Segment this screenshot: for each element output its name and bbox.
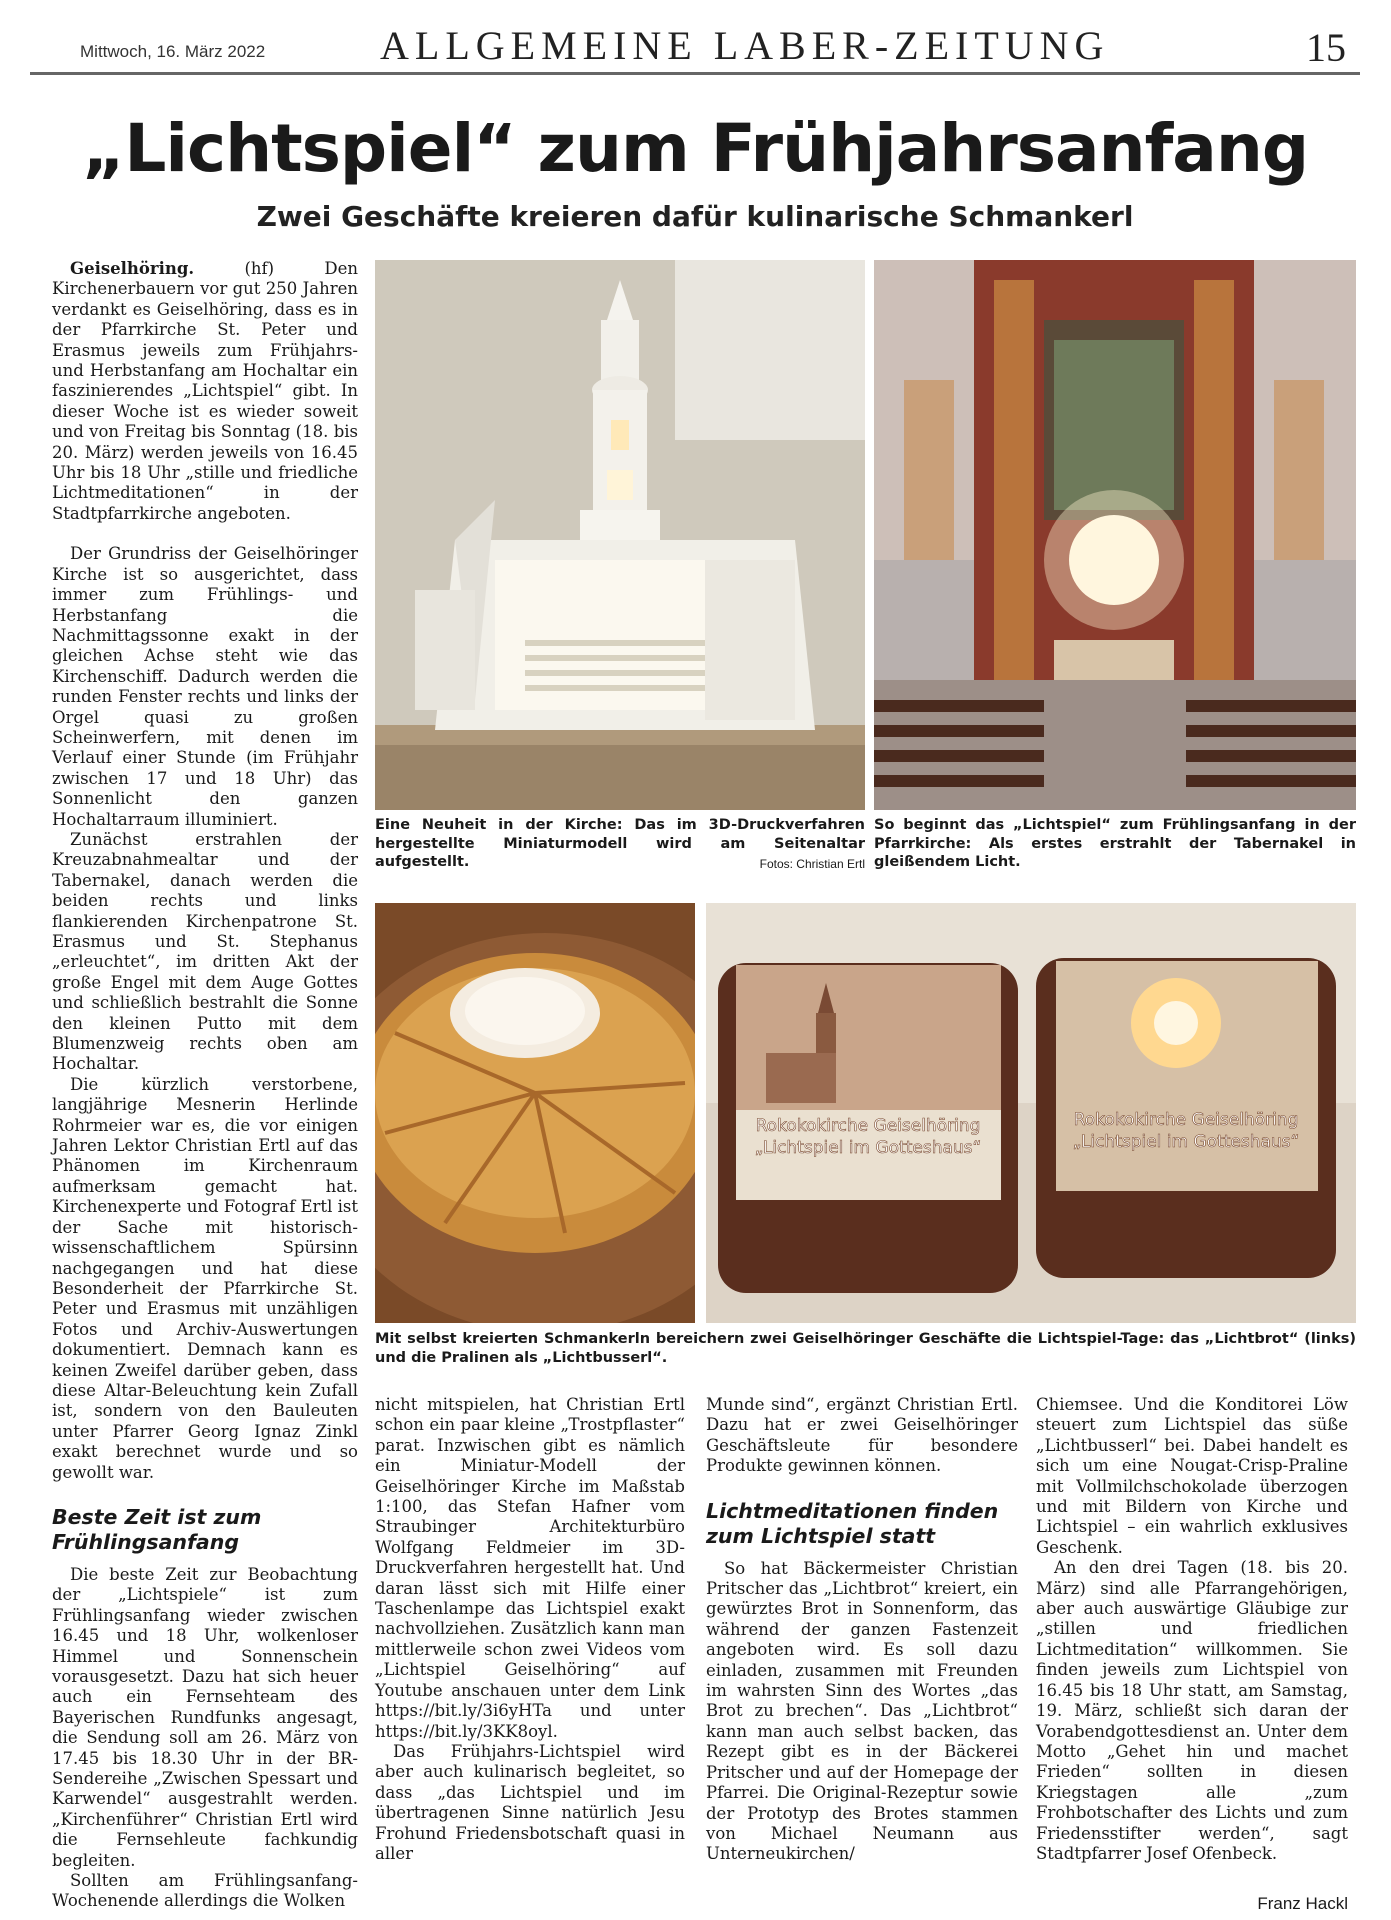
subheadline: Zwei Geschäfte kreieren dafür kulinarische Schmankerl	[256, 200, 1134, 233]
paragraph-text: (hf) Den Kirchenerbauern vor gut 250 Jahren verdankt es Geiselhöring, dass es in der Pfarrkirche St. Peter und Erasmus jeweils zum Frühjahrs- und Herbstanfang am Hochaltar ein faszinierendes „Lichtspiel“ gibt. In dieser Woche ist es wieder soweit und von Freitag bis Sonntag (18. bis 20. März) werden jeweils von 16.45 Uhr bis 18 Uhr „stille und friedliche Lichtmeditationen“ in der Stadtpfarrkirche angeboten.	[52, 259, 358, 523]
headline: „Lichtspiel“ zum Frühjahrsanfang	[81, 110, 1309, 187]
dateline: Geiselhöring.	[70, 259, 195, 278]
church-model-drawing	[375, 260, 865, 810]
paragraph: So hat Bäckermeister Christian Pritscher das „Lichtbrot“ kreiert, ein gewürztes Brot in Sonnenform, das während der ganzen Fastenzeit angeboten wird. Es soll dazu einladen, zusammen mit Freunden im wahrsten Sinn des Wortes „das Brot zu brechen“. Das „Lichtbrot“ kann man auch selbst backen, das Rezept gibt es in der Bäckerei Pritscher und auf der Homepage der Pfarrei. Die Original-Rezeptur sowie der Prototyp des Brotes stammen von Michael Neumann aus Unterneukirchen/	[706, 1558, 1018, 1864]
paragraph: Munde sind“, ergänzt Christian Ertl. Dazu hat er zwei Geiselhöringer Geschäftsleute für besondere Produkte gewinnen können.	[706, 1395, 1018, 1476]
praline-left-line1: Rokokokirche Geiselhöring	[755, 1116, 981, 1136]
paragraph: Die beste Zeit zur Beobachtung der „Lichtspiele“ ist zum Frühlingsanfang wieder zwischen 16.45 und 18 Uhr, wolkenloser Himmel und Sonnenschein vorausgesetzt. Dazu hat sich heuer auch ein Fernsehteam des Bayerischen Rundfunks angesagt, die Sendung soll am 26. März von 17.45 bis 18.30 Uhr in der BR-Sendereihe „Zwischen Spessart und Karwendel“ ausgestrahlt werden. „Kirchenführer“ Christian Ertl wird die Fernsehleute fachkundig begleiten.	[52, 1564, 358, 1870]
praline-left-line2: „Lichtspiel im Gotteshaus“	[754, 1138, 982, 1158]
praline-right-line1: Rokokokirche Geiselhöring	[1073, 1110, 1299, 1130]
article-column-2	[375, 1395, 685, 1864]
header-rule	[30, 72, 1360, 75]
article-column-4	[1036, 1395, 1348, 1915]
caption-model-text: Eine Neuheit in der Kirche: Das im 3D-Druckverfahren hergestellte Miniaturmodell wird am Seitenaltar aufgestellt.	[375, 817, 865, 870]
bread-drawing	[375, 903, 695, 1323]
pralines-drawing	[706, 903, 1356, 1323]
article-column-3	[706, 1395, 1018, 1865]
subheading: Lichtmeditationen finden zum Lichtspiel statt	[706, 1498, 999, 1548]
paragraph: nicht mitspielen, hat Christian Ertl schon ein paar kleine „Trostpflaster“ parat. Inzwischen gibt es nämlich ein Miniatur-Modell der Geiselhöringer Kirche im Maßstab 1:100, das Stefan Hafner vom Straubinger Architekturbüro Wolfgang Feldmeier im 3D-Druckverfahren hergestellt hat. Und daran lässt sich mit Hilfe einer Taschenlampe das Lichtspiel exakt nachvollziehen. Zusätzlich kann man mittlerweile schon zwei Videos vom „Lichtspiel Geiselhöring“ auf Youtube anschauen unter dem Link https://bit.ly/3i6yHTa und unter https://bit.ly/3KK8oyl.	[375, 1395, 685, 1741]
photo-high-altar	[874, 260, 1356, 810]
photo-lichtbrot	[375, 903, 695, 1323]
photo-lichtbusserl	[706, 903, 1356, 1323]
paragraph: Zunächst erstrahlen der Kreuzabnahmealtar und der Tabernakel, danach werden die beiden rechts und links flankierenden Kirchenpatrone St. Erasmus und St. Stephanus „erleuchtet“, im dritten Akt der große Engel mit dem Auge Gottes und schließlich bestrahlt die Sonne den kleinen Putto mit dem Blumenzweig rechts oben am Hochaltar.	[52, 829, 358, 1074]
paragraph: Der Grundriss der Geiselhöringer Kirche ist so ausgerichtet, dass immer zum Frühlings- und Herbstanfang die Nachmittagssonne exakt in der gleichen Achse steht wie das Kirchenschiff. Dadurch werden die runden Fenster rechts und links der Orgel quasi zu großen Scheinwerfern, mit denen im Verlauf einer Stunde (im Frühjahr zwischen 17 und 18 Uhr) das Sonnenlicht den ganzen Hochaltarraum illuminiert.	[52, 544, 358, 829]
paragraph	[52, 259, 358, 524]
photo-credit: Fotos: Christian Ertl	[759, 857, 865, 871]
praline-right-line2: „Lichtspiel im Gotteshaus“	[1072, 1132, 1300, 1152]
caption-food: Mit selbst kreierten Schmankerln bereichern zwei Geiselhöringer Geschäfte die Lichtspiel-Tage: das „Lichtbrot“ (links) und die Pralinen als „Lichtbusserl“.	[375, 1331, 1356, 1366]
page-number: 15	[1306, 25, 1346, 70]
subheading: Beste Zeit ist zum Frühlingsanfang	[52, 1504, 262, 1554]
altar-drawing	[874, 260, 1356, 810]
newspaper-name: ALLGEMEINE LABER-ZEITUNG	[380, 23, 1110, 68]
caption-church-model	[375, 816, 865, 874]
paragraph: Sollten am Frühlingsanfang-Wochenende allerdings die Wolken	[52, 1871, 358, 1911]
issue-date: Mittwoch, 16. März 2022	[80, 42, 266, 61]
paragraph: Chiemsee. Und die Konditorei Löw steuert zum Lichtspiel das süße „Lichtbusserl“ bei. Dabei handelt es sich um eine Nougat-Crisp-Praline mit Vollmilchschokolade überzogen und mit Bildern von Kirche und Lichtspiel – ein wahrlich exklusives Geschenk.	[1036, 1395, 1348, 1557]
paragraph: An den drei Tagen (18. bis 20. März) sind alle Pfarrangehörigen, aber auch auswärtige Gläubige zur „stillen und friedlichen Lichtmeditation“ willkommen. Sie finden jeweils zum Lichtspiel von 16.45 bis 18 Uhr statt, am Samstag, 19. März, schließt sich daran der Vorabendgottesdienst an. Unter dem Motto „Gehet hin und machet Frieden“ sollten in diesen Kriegstagen alle „zum Frohbotschafter des Lichts und zum Friedensstifter werden“, sagt Stadtpfarrer Josef Ofenbeck.	[1036, 1558, 1348, 1863]
author-byline: Franz Hackl	[1257, 1894, 1348, 1914]
paragraph: Die kürzlich verstorbene, langjährige Mesnerin Herlinde Rohrmeier war es, die vor einigen Jahren Lektor Christian Ertl auf das Phänomen im Kirchenraum aufmerksam gemacht hat. Kirchenexperte und Fotograf Ertl ist der Sache mit historisch-wissenschaftlichem Spürsinn nachgegangen und hat diese Besonderheit der Pfarrkirche St. Peter und Erasmus mit unzähligen Fotos und Archiv-Auswertungen dokumentiert. Demnach kann es keinen Zweifel darüber geben, dass diese Altar-Beleuchtung kein Zufall ist, sondern von den Bauleuten unter Pfarrer Georg Ignaz Zinkl exakt berechnet wurde und so gewollt war.	[52, 1074, 358, 1482]
caption-altar: So beginnt das „Lichtspiel“ zum Frühlingsanfang in der Pfarrkirche: Als erstes erstrahlt der Tabernakel in gleißendem Licht.	[874, 817, 1356, 870]
article-column-1	[52, 259, 358, 1912]
photo-church-model	[375, 260, 865, 810]
paragraph: Das Frühjahrs-Lichtspiel wird aber auch kulinarisch begleitet, so dass „das Lichtspiel und im übertragenen Sinne natürlich Jesu Frohund Friedensbotschaft quasi in aller	[375, 1741, 685, 1863]
